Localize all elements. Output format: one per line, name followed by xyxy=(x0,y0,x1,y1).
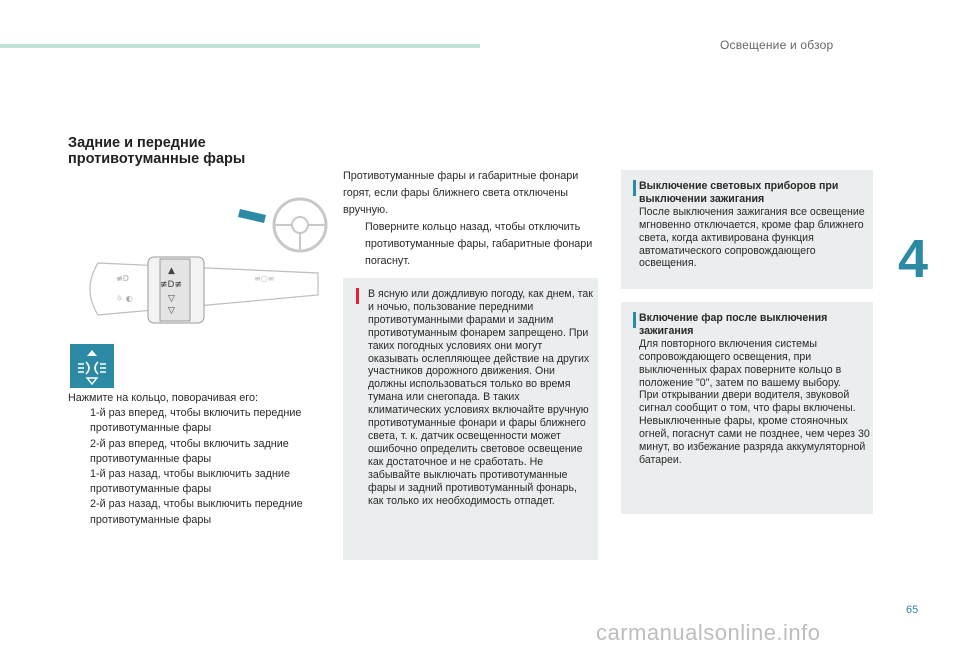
info-marker xyxy=(633,180,636,196)
steering-wheel-icon xyxy=(238,199,326,251)
list-item: 2-й раз вперед, чтобы включить задние противотуманные фары xyxy=(90,437,289,465)
svg-text:▲: ▲ xyxy=(168,266,175,276)
list-item: 2-й раз назад, чтобы выключить передние противотуманные фары xyxy=(90,498,303,526)
svg-text:☼ ◐: ☼ ◐ xyxy=(116,294,133,303)
info-box-headlights-after-ignition xyxy=(621,302,873,514)
middle-text xyxy=(343,168,598,270)
svg-text:≢D≢: ≢D≢ xyxy=(160,280,183,290)
svg-text:≡○≡: ≡○≡ xyxy=(254,274,275,283)
list-item: 1-й раз назад, чтобы выключить задние противотуманные фары xyxy=(90,468,290,496)
info-title: Выключение световых приборов при выключении зажигания xyxy=(639,180,839,205)
list-item: 1-й раз вперед, чтобы включить передние противотуманные фары xyxy=(90,407,302,435)
info-box-ignition-off xyxy=(621,170,873,289)
info-marker xyxy=(633,312,636,328)
stalk-lever-icon xyxy=(90,257,318,323)
section-title xyxy=(68,135,245,167)
intro-text: Нажмите на кольцо, поворачивая его: xyxy=(68,392,258,404)
info-text: При открывании двери водителя, звуковой сигнал сообщит о том, что фары включены. xyxy=(639,389,856,415)
chapter-title: Освещение и обзор xyxy=(720,38,834,52)
page-number: 65 xyxy=(906,604,919,616)
list-item: Поверните кольцо назад, чтобы отключить противотуманные фары, габаритные фонари погаснут. xyxy=(365,221,593,267)
middle-paragraph: Противотуманные фары и габаритные фонари горят, если фары ближнего света отключены вручную. xyxy=(343,170,579,216)
chapter-number: 4 xyxy=(898,229,929,289)
info-title: Включение фар после выключения зажигания xyxy=(639,312,828,337)
warning-text: В ясную или дождливую погоду, как днем, так и ночью, пользование передними противотуманными фарами и задним противотуманным фонарем запрещено. При таких погодных условиях они могут оказывать ослепляющее действие на других участников дорожного движения. Они должны использоваться только во время тумана или снегопада. В таких климатических условиях включайте вручную противотуманные фонари и фары ближнего света, т. к. датчик освещенности может ошибочно определить световое освещение как достаточное и не сработать. Не забывайте выключать противотуманные фары и задний противотуманный фонарь, как только их необходимость отпадет. xyxy=(368,288,593,507)
top-accent-bar xyxy=(0,44,480,48)
info-text: Невыключенные фары, кроме стояночных огней, погаснут сами не позднее, чем через 30 минут, во избежание разряда аккумуляторной батареи. xyxy=(639,415,870,466)
left-instructions xyxy=(68,391,330,528)
section-title-line-2: противотуманные фары xyxy=(68,151,246,167)
svg-text:≢D: ≢D xyxy=(116,274,129,283)
watermark: carmanualsonline.info xyxy=(596,620,821,645)
fog-lights-icon xyxy=(70,344,114,388)
svg-text:▽: ▽ xyxy=(168,306,175,316)
light-stalk-illustration xyxy=(68,185,336,335)
warning-marker xyxy=(356,288,359,304)
section-title-line-1: Задние и передние xyxy=(68,135,206,151)
info-text: После выключения зажигания все освещение мгновенно отключается, кроме фар ближнего света, когда активирована функция автоматического сопровождающего освещения. xyxy=(639,205,865,270)
warning-box xyxy=(343,278,598,560)
svg-text:▽: ▽ xyxy=(168,294,175,304)
info-text: Для повторного включения системы сопровождающего освещения, при выключенных фарах поверните кольцо в положение "0", затем по вашему выбору. xyxy=(639,337,842,389)
